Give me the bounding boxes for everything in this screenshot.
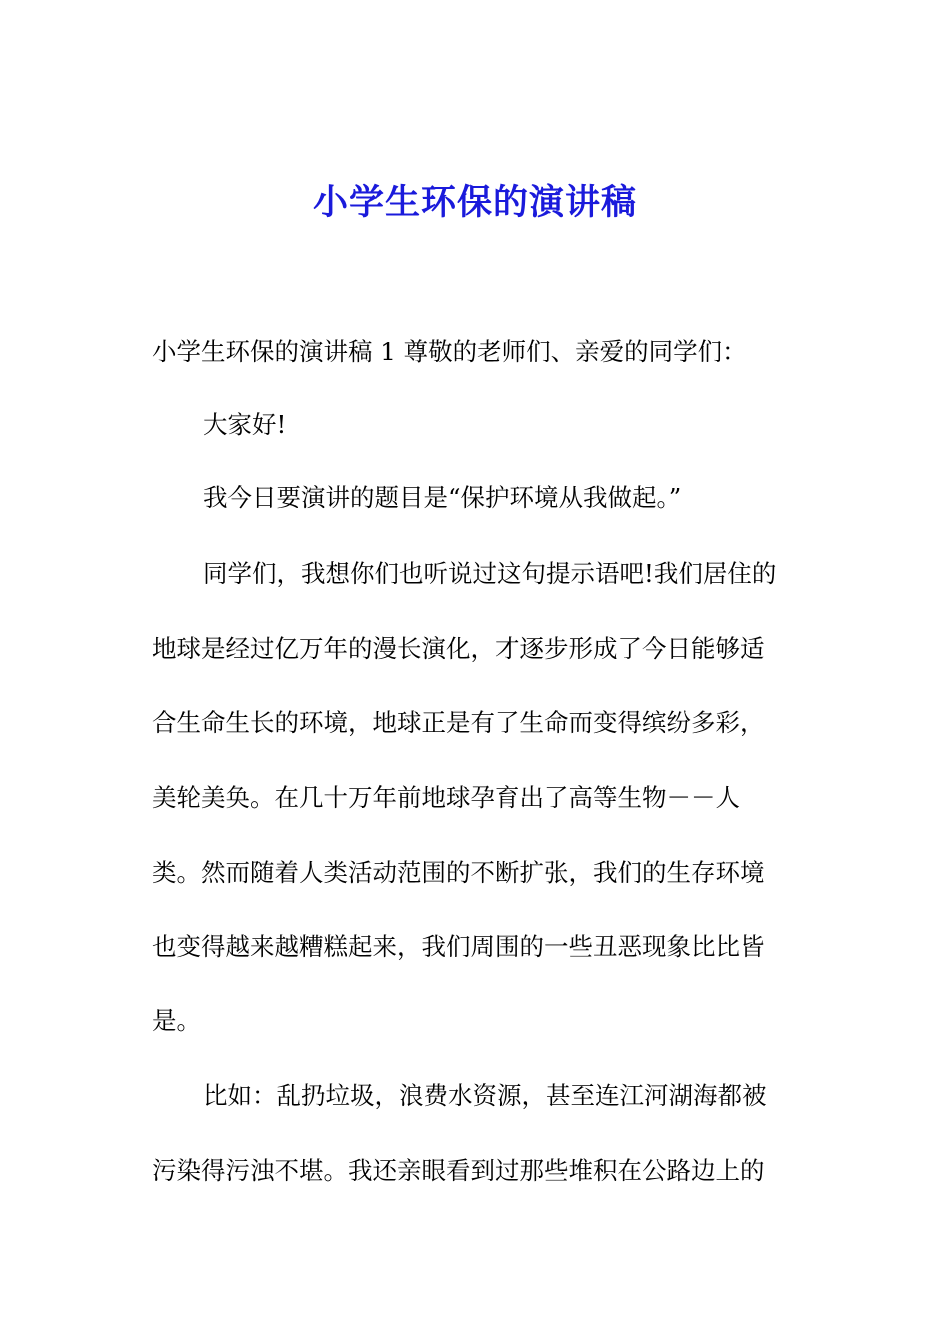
paragraph-line: 比如：乱扔垃圾，浪费水资源，甚至连江河湖海都被 [203,1081,767,1110]
paragraph-line: 合生命生长的环境，地球正是有了生命而变得缤纷多彩， [152,708,765,737]
paragraph-line: 地球是经过亿万年的漫长演化，才逐步形成了今日能够适 [152,634,765,663]
paragraph-line: 类。然而随着人类活动范围的不断扩张，我们的生存环境 [152,858,765,887]
paragraph-line: 是。 [152,1006,201,1035]
paragraph-line: 污染得污浊不堪。我还亲眼看到过那些堆积在公路边上的 [152,1156,765,1185]
document-title: 小学生环保的演讲稿 [312,182,637,223]
paragraph-line: 大家好! [203,410,287,439]
paragraph-line: 美轮美奂。在几十万年前地球孕育出了高等生物－－人 [152,783,740,812]
paragraph-line: 小学生环保的演讲稿 1 尊敬的老师们、亲爱的同学们： [152,337,747,366]
paragraph-line: 也变得越来越糟糕起来，我们周围的一些丑恶现象比比皆 [152,932,765,961]
paragraph-line: 同学们，我想你们也听说过这句提示语吧!我们居住的 [203,559,777,588]
paragraph-line: 我今日要演讲的题目是“保护环境从我做起。” [203,483,682,512]
